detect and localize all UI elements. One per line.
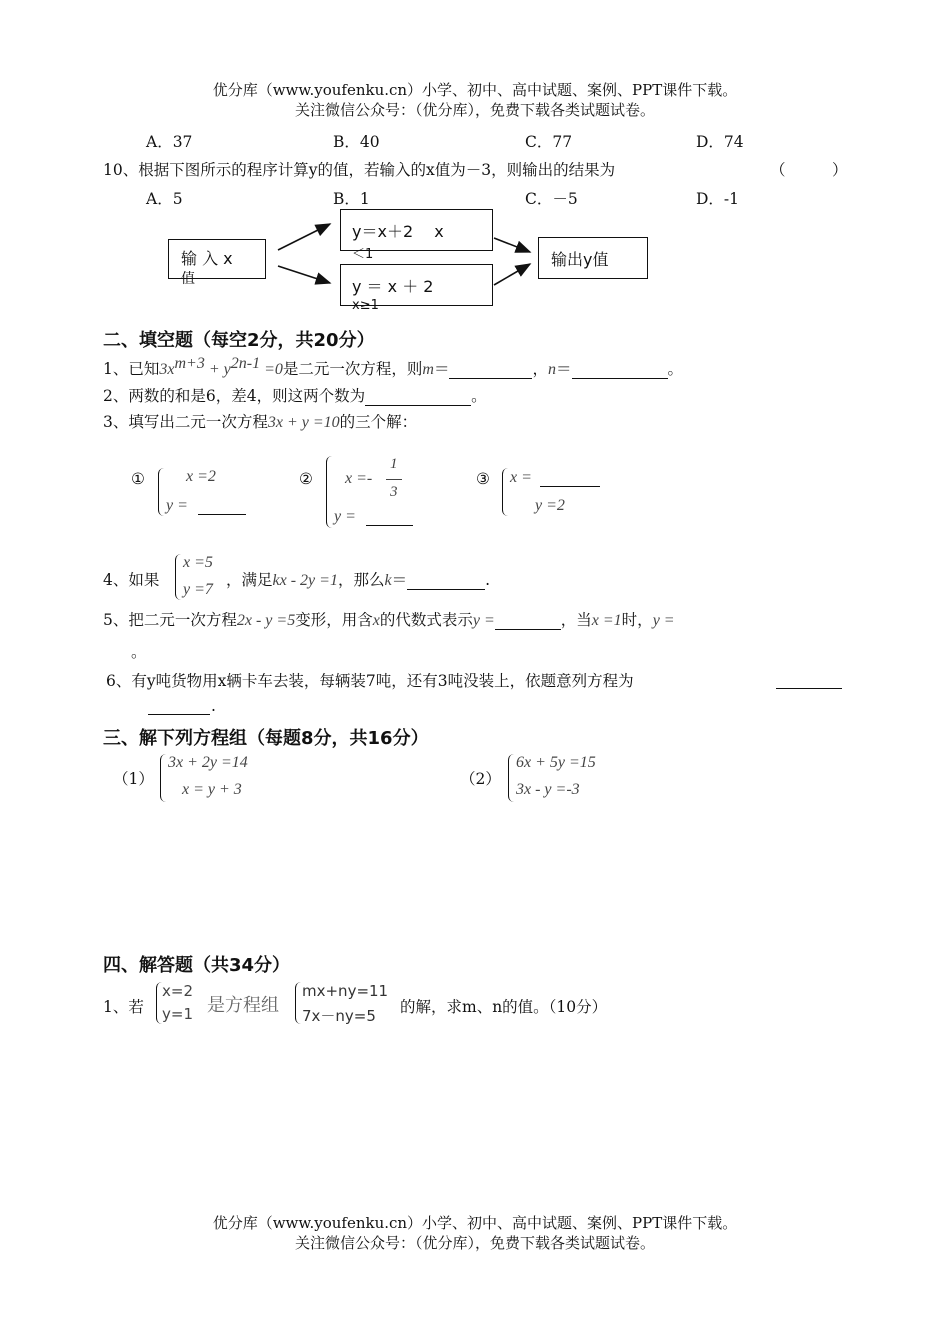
s2-q1-exp-b: 2n-1 xyxy=(230,355,261,372)
flow-input-label-2: 值 xyxy=(181,271,195,287)
s3-p1-brace xyxy=(160,754,166,802)
s2-q6-blank-2[interactable] xyxy=(148,697,210,715)
header-line-1: 优分库（www.youfenku.cn）小学、初中、高中试题、案例、PPT课件下载。 xyxy=(212,81,738,99)
s2-q4-prefix: 4、如果 xyxy=(103,571,160,589)
arrow-branch-1-to-output xyxy=(494,238,530,252)
s2-q2-blank[interactable] xyxy=(365,387,471,406)
s2-q3-prefix: 3、填写出二元一次方程 xyxy=(103,413,268,431)
s2-q6-end: . xyxy=(211,697,216,715)
s2-q5-x: x xyxy=(372,612,380,629)
q10-stem: 10、根据下图所示的程序计算y的值，若输入的x值为－3，则输出的结果为 xyxy=(103,161,616,179)
s2-q1-blank-n[interactable] xyxy=(572,360,668,379)
s2-q1-eq: =0 xyxy=(260,361,283,379)
s2-q3-sol2-fraction-bar xyxy=(386,479,402,480)
s2-q3-sol2-num: 1 xyxy=(390,456,398,472)
flow-input-label: 输 入 x xyxy=(181,249,233,268)
footer-line-1: 优分库（www.youfenku.cn）小学、初中、高中试题、案例、PPT课件下载。 xyxy=(212,1214,738,1232)
s2-q3-sol1-brace xyxy=(158,468,164,516)
arrow-branch-2-to-output xyxy=(494,264,530,285)
q9-option-c: C．77 xyxy=(525,133,573,151)
s2-q5-blank-1[interactable] xyxy=(495,611,561,630)
s2-q6-blank-1[interactable] xyxy=(776,669,842,689)
s2-q5-mid: 变形，用含 xyxy=(295,611,373,629)
s2-q4-end: . xyxy=(485,571,491,589)
s2-q4-x: x =5 xyxy=(183,554,213,571)
s2-q1-n: n xyxy=(547,361,556,379)
s2-q5-mid4: 时， xyxy=(621,611,653,629)
s4-q1-eq1: mx+ny=11 xyxy=(302,982,389,1000)
s2-q3-sol3-y: y =2 xyxy=(535,497,565,514)
s2-q1-comma: ， xyxy=(532,360,548,379)
s2-q4-y: y =7 xyxy=(183,581,213,598)
s2-q3-sol1-y: y = xyxy=(166,497,188,514)
header-line-2: 关注微信公众号：（优分库），免费下载各类试题试卷。 xyxy=(294,101,655,119)
s2-q3-sol2-x: x =- xyxy=(345,470,373,487)
flow-output-label: 输出y值 xyxy=(551,250,609,269)
s2-q1 xyxy=(103,355,683,379)
s2-q3-sol2-brace xyxy=(326,456,332,528)
s2-q3-eq: 3x + y =10 xyxy=(267,414,340,431)
s3-p1-eq2: x = y + 3 xyxy=(182,781,242,798)
s2-q2-text: 2、两数的和是6，差4，则这两个数为 xyxy=(103,387,366,405)
s2-q5-prefix: 5、把二元一次方程 xyxy=(103,611,237,629)
s2-q1-eq1: ＝ xyxy=(433,360,450,379)
s2-q1-m: m xyxy=(422,361,434,379)
s4-q1-mid: 是方程组 xyxy=(207,995,279,1016)
q10-answer-paren: （ ） xyxy=(770,161,848,179)
s3-p2-label: （2） xyxy=(460,770,501,788)
s2-q3-sol2-mark: ② xyxy=(299,470,313,488)
q10-option-a: A．5 xyxy=(146,190,183,208)
s2-q2-end: 。 xyxy=(471,387,487,405)
s2-q3-sol3-x: x = xyxy=(510,469,532,486)
section-2-title: 二、填空题（每空2分，共20分） xyxy=(103,330,375,351)
s4-q1-x: x=2 xyxy=(162,982,193,1000)
s4-q1-eq2: 7x－ny=5 xyxy=(302,1007,376,1025)
flow-branch-2-expr: y ＝ x ＋ 2 xyxy=(352,277,434,296)
s2-q3-sol1-mark: ① xyxy=(131,470,145,488)
flow-branch-1-expr: y＝x＋2 x xyxy=(352,222,444,241)
s2-q3-sol3-brace xyxy=(502,468,508,516)
q10-option-d: D．-1 xyxy=(696,190,740,208)
arrow-to-branch-2 xyxy=(278,266,330,283)
s2-q3-sol2-y: y = xyxy=(334,508,356,525)
s2-q3 xyxy=(103,410,417,432)
s2-q1-term-a: 3x xyxy=(159,361,175,379)
q10-option-c: C．－5 xyxy=(525,190,578,208)
s2-q4-mid: ，满足 xyxy=(226,571,273,589)
s2-q6-text: 6、有y吨货物用x辆卡车去装，每辆装7吨，还有3吨没装上，依题意列方程为 xyxy=(106,672,634,690)
footer-line-2: 关注微信公众号：（优分库），免费下载各类试题试卷。 xyxy=(294,1234,655,1252)
s2-q4-eq: kx - 2y =1 xyxy=(272,572,338,589)
arrow-to-branch-1 xyxy=(278,224,330,250)
s2-q3-sol1-blank[interactable] xyxy=(198,497,246,515)
s3-p2-eq1: 6x + 5y =15 xyxy=(516,754,596,771)
s2-q4-mid2: ，那么 xyxy=(337,571,385,589)
s2-q5-y: y = xyxy=(472,612,495,629)
s2-q5-mid3: ，当 xyxy=(560,611,592,629)
q9-option-d: D．74 xyxy=(696,133,744,151)
flow-branch-2-cond: x≥1 xyxy=(352,298,379,313)
s3-p1-label: （1） xyxy=(113,770,154,788)
s2-q1-mid: 是二元一次方程，则 xyxy=(282,360,423,379)
q9-option-a: A．37 xyxy=(146,133,193,151)
s2-q5-eq: 2x - y =5 xyxy=(236,612,296,629)
s3-p1-eq1: 3x + 2y =14 xyxy=(168,754,248,771)
section-4-title: 四、解答题（共34分） xyxy=(103,955,291,976)
s4-q1-system-brace xyxy=(295,982,301,1024)
s2-q1-term-b: + y xyxy=(204,361,231,379)
q10-option-b: B．1 xyxy=(333,190,370,208)
s2-q5-cond: x =1 xyxy=(591,612,622,629)
s2-q5-end: 。 xyxy=(131,643,147,661)
s2-q3-sol2-den: 3 xyxy=(390,484,398,500)
s2-q1-end: 。 xyxy=(667,360,684,379)
s2-q3-sol2-blank[interactable] xyxy=(366,508,413,526)
s2-q5-y2: y = xyxy=(652,612,675,629)
s2-q1-eq2: ＝ xyxy=(555,360,572,379)
s2-q1-exp-a: m+3 xyxy=(174,355,205,372)
s2-q4-eqk: ＝ xyxy=(391,571,408,589)
s2-q3-sol3-mark: ③ xyxy=(476,470,490,488)
s2-q4-blank[interactable] xyxy=(407,571,485,590)
s2-q1-prefix: 1、已知 xyxy=(103,360,160,379)
s4-q1-prefix: 1、若 xyxy=(103,998,144,1016)
s2-q5 xyxy=(103,608,675,630)
s3-p2-brace xyxy=(508,754,514,802)
q9-option-b: B．40 xyxy=(333,133,380,151)
s2-q3-sol1-x: x =2 xyxy=(186,468,216,485)
flow-arrows xyxy=(0,0,950,340)
s2-q2 xyxy=(103,384,487,406)
s2-q4-brace xyxy=(175,554,181,600)
s2-q4-k: k xyxy=(384,572,392,589)
s2-q3-suffix: 的三个解： xyxy=(339,413,418,431)
s2-q4-rest xyxy=(226,568,490,590)
s2-q5-mid2: 的代数式表示 xyxy=(379,611,473,629)
s2-q3-sol3-blank[interactable] xyxy=(540,469,600,487)
section-3-title: 三、解下列方程组（每题8分，共16分） xyxy=(103,728,429,749)
s4-q1-y: y=1 xyxy=(162,1005,193,1023)
s3-p2-eq2: 3x - y =-3 xyxy=(516,781,580,798)
s2-q1-blank-m[interactable] xyxy=(449,360,532,379)
s4-q1-suffix: 的解，求m、n的值。（10分） xyxy=(400,998,608,1016)
flow-branch-1-cond: ＜1 xyxy=(352,247,374,262)
